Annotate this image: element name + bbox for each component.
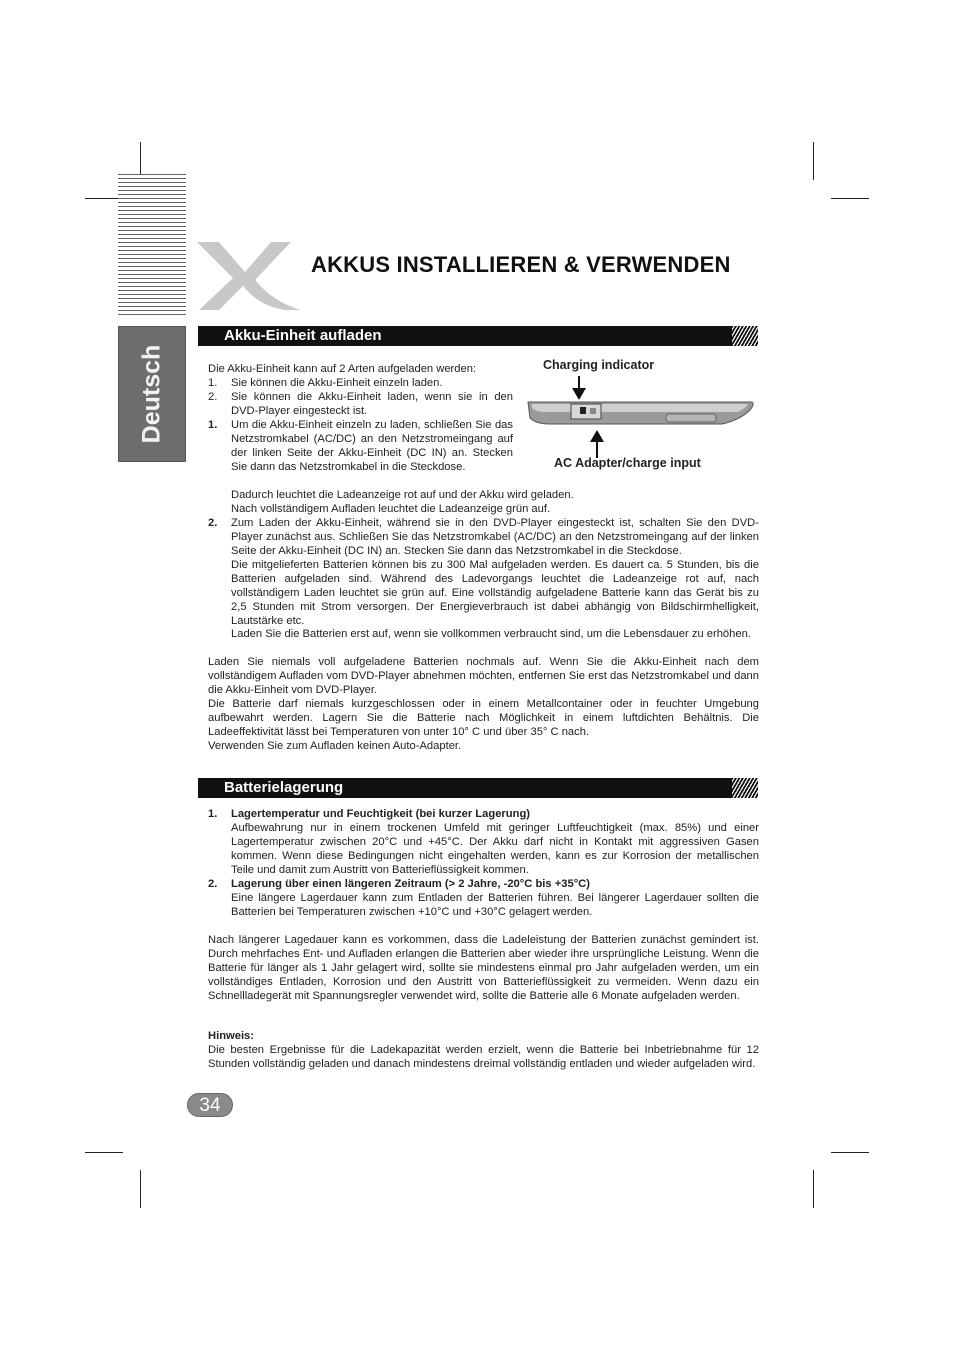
hatch-decoration [732,778,758,798]
paragraph: Verwenden Sie zum Aufladen keinen Auto-Adapter. [208,740,462,752]
crop-mark [813,1170,814,1208]
note-text: Die besten Ergebnisse für die Ladekapazität werden erzielt, wenn die Batterie bei Inbetriebnahme für 12 Stunden vollständig geladen und danach mindestens dreimal vollständig entladen und wieder aufgeladen wird. [208,1044,759,1070]
list-item: Sie können die Akku-Einheit laden, wenn sie in den DVD-Player eingesteckt ist. [231,391,513,417]
step-text: Zum Laden der Akku-Einheit, während sie in den DVD-Player eingesteckt ist, schalten Sie den DVD-Player zunächst aus. Schließen Sie das Netzstromkabel (AC/DC) an den Netzstromeingang auf der linken Seite der Akku-Einheit (DC IN) an. Stecken Sie dann das Netzstromkabel in die Steckdose. [231,517,759,557]
figure-label-charging-indicator: Charging indicator [543,358,655,372]
crop-mark [140,1170,141,1208]
step-text: Die mitgelieferten Batterien können bis zu 300 Mal aufgeladen werden. Es dauert ca. 5 Stunden, bis die Batterien aufgeladen sind. Während des Ladevorgangs leuchtet die Ladeanzeige rot auf, nach vollständigem Laden leuchtet sie grün auf. Eine vollständig aufgeladene Batterie kann das Gerät bis zu 2,5 Stunden mit Strom versorgen. Der Energieverbrauch ist dabei abhängig von Bildschirmhelligkeit, Lautstärke etc. [231,559,759,627]
item-text: Aufbewahrung nur in einem trockenen Umfeld mit geringer Luftfeuchtigkeit (max. 85%) und einer Lagertemperatur zwischen 20°C und +45°C. Der Akku darf nicht in Kontakt mit aggressiven Gasen kommen. Wenn diese Bedingungen nicht eingehalten werden, kann es zur Korrosion der metallischen Teile und damit zum Austritt von Batterieflüssigkeit kommen. [231,822,759,876]
item-heading: Lagertemperatur und Feuchtigkeit (bei kurzer Lagerung) [231,808,530,820]
item-number: 2. [208,878,218,890]
paragraph: Nach längerer Lagedauer kann es vorkommen, dass die Ladeleistung der Batterien zunächst gemindert ist. Durch mehrfaches Ent- und Aufladen erlangen die Batterien aber wieder ihre ursprüngliche Leistung. Wenn die Batterie für länger als 1 Jahr gelagert wird, sollte sie mindestens einmal pro Jahr aufgeladen werden, um ein vollständiges Entladen, Korrosion und den Austritt von Batterieflüssigkeit zu vermeiden. Wenn dazu ein Schnellladegerät mit Spannungsregler verwendet wird, sollte die Batterie alle 6 Monate aufgeladen werden. [208,934,759,1002]
note-heading: Hinweis: [208,1030,255,1042]
item-text: Eine längere Lagerdauer kann zum Entladen der Batterien führen. Bei längerer Lagerdauer sollten die Batterien bei Temperaturen zwischen +10°C und +30°C gelagert werden. [231,892,759,918]
language-tab-label: Deutsch [137,344,166,444]
decorative-stripes [118,174,186,317]
page-title: AKKUS INSTALLIEREN & VERWENDEN [311,252,731,277]
step-text: Laden Sie die Batterien erst auf, wenn sie vollkommen verbraucht sind, um die Lebensdauer zu erhöhen. [231,628,751,640]
language-tab [118,326,186,462]
crop-mark [831,198,869,199]
list-number: 1. [208,377,218,389]
section-title: Batterielagerung [224,779,344,796]
list-item: Sie können die Akku-Einheit einzeln laden. [231,377,443,389]
page-number: 34 [187,1093,233,1117]
step-number: 2. [208,517,218,529]
brand-logo-x-icon [193,238,303,314]
step-number: 1. [208,419,218,431]
section-header-storage [198,778,758,798]
step-text: Nach vollständigem Aufladen leuchtet die Ladeanzeige grün auf. [231,503,551,515]
item-number: 1. [208,808,218,820]
figure-label-ac-adapter: AC Adapter/charge input [554,456,701,470]
crop-mark [813,142,814,180]
list-number: 2. [208,391,218,403]
section-header-charging [198,326,758,346]
paragraph: Die Batterie darf niemals kurzgeschlossen oder in einem Metallcontainer oder in feuchter Umgebung aufbewahrt werden. Lagern Sie die Batterie nach Möglichkeit in einem luftdichten Behältnis. Die Ladeeffektivität lässt bei Temperaturen von unter 10° C und über 35° C nach. [208,698,759,738]
paragraph: Laden Sie niemals voll aufgeladene Batterien nochmals auf. Wenn Sie die Akku-Einheit nach dem vollständigem Aufladen vom DVD-Player abnehmen möchten, entfernen Sie erst das Netzstromkabel und dann die Akku-Einheit vom DVD-Player. [208,656,759,696]
step-text: Dadurch leuchtet die Ladeanzeige rot auf und der Akku wird geladen. [231,489,574,501]
crop-mark [85,1152,123,1153]
step-text: Um die Akku-Einheit einzeln zu laden, schließen Sie das Netzstromkabel (AC/DC) an den Netzstromeingang auf der linken Seite der Akku-Einheit (DC IN) an. Stecken Sie dann das Netzstromkabel in die Steckdose. [231,419,513,473]
intro-text: Die Akku-Einheit kann auf 2 Arten aufgeladen werden: [208,363,477,375]
section-title: Akku-Einheit aufladen [224,327,382,344]
hatch-decoration [732,326,758,346]
battery-unit-figure [526,374,756,460]
crop-mark [831,1152,869,1153]
item-heading: Lagerung über einen längeren Zeitraum (> 2 Jahre, -20°C bis +35°C) [231,878,590,890]
